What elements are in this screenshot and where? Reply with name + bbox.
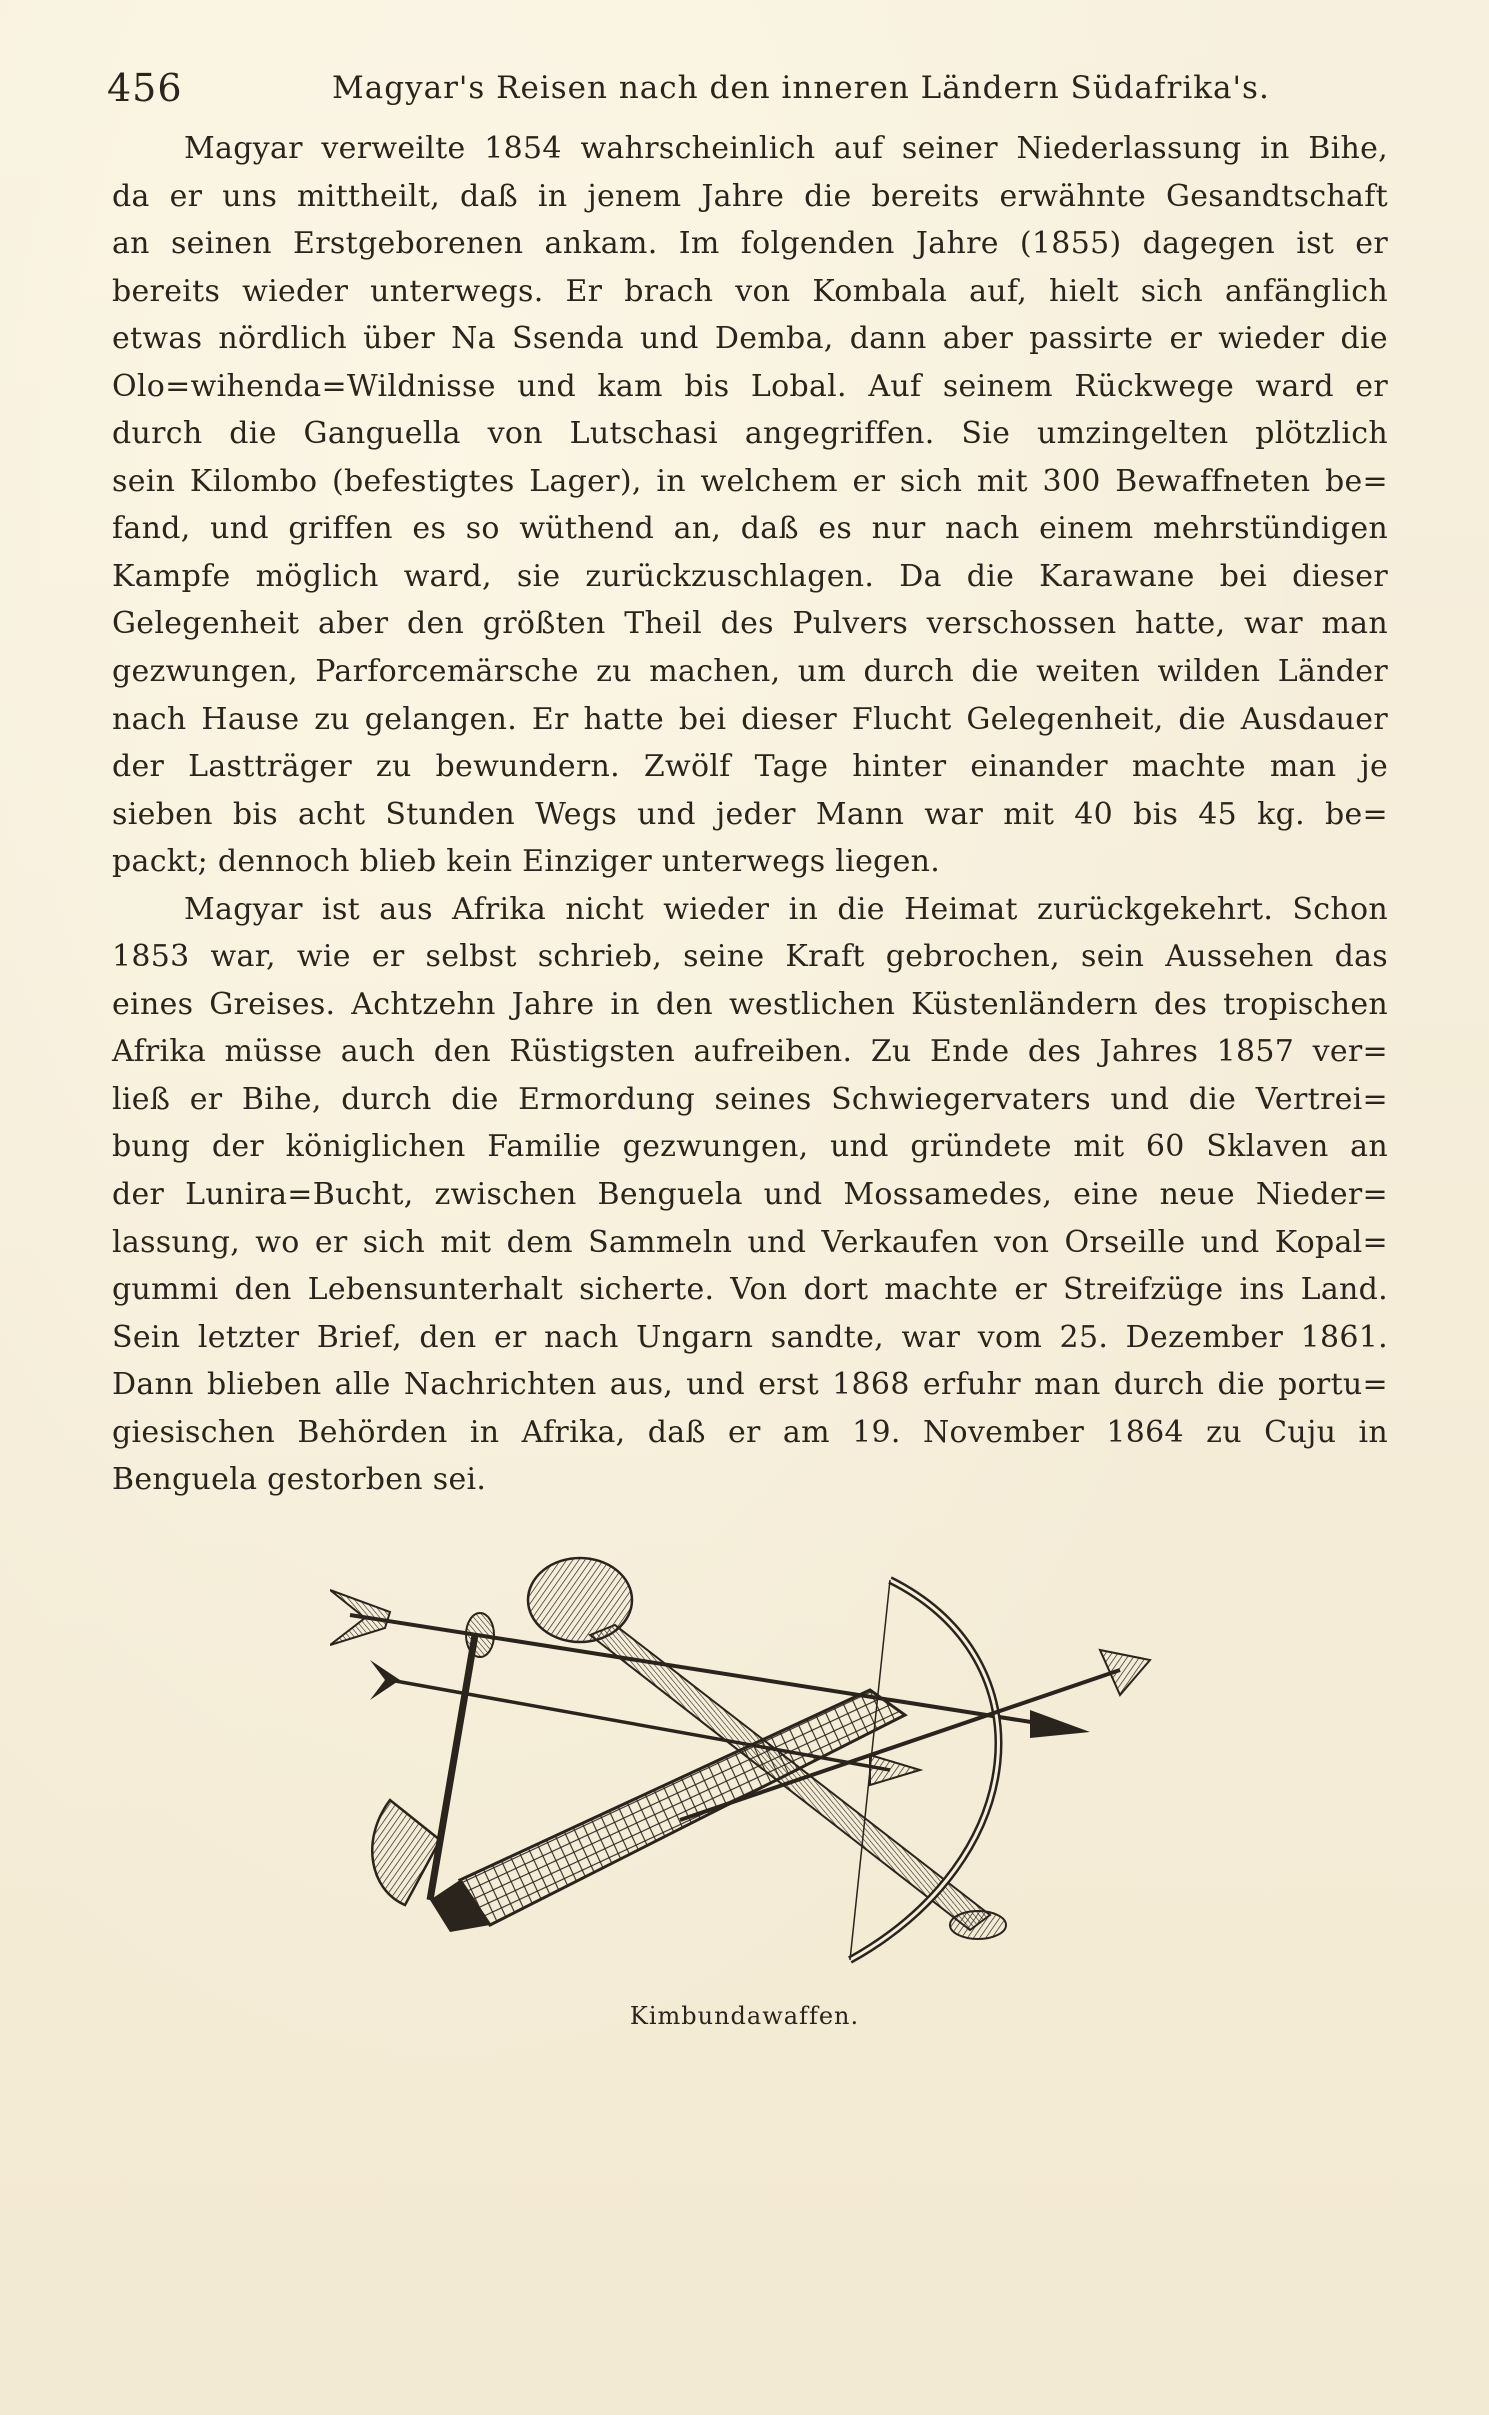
- text-line: etwas nördlich über Na Ssenda und Demba, dann aber passirte er wieder die: [112, 321, 1388, 357]
- paragraph-1: [112, 125, 1388, 886]
- text-line: an seinen Erstgeborenen ankam. Im folgenden Jahre (1855) dagegen ist er: [112, 226, 1388, 262]
- text-line: Kampfe möglich ward, sie zurückzuschlagen. Da die Karawane bei dieser: [112, 558, 1388, 594]
- text-line: Gelegenheit aber den größten Theil des Pulvers verschossen hatte, war man: [112, 606, 1388, 642]
- weapons-engraving: [330, 1540, 1160, 1980]
- text-line: ließ er Bihe, durch die Ermordung seines Schwiegervaters und die Vertrei=: [112, 1081, 1388, 1117]
- text-line: packt; dennoch blieb kein Einziger unterwegs liegen.: [112, 844, 941, 880]
- text-line: Afrika müsse auch den Rüstigsten aufreiben. Zu Ende des Jahres 1857 ver=: [112, 1034, 1388, 1070]
- page-header: [107, 58, 1387, 118]
- axe: [372, 1613, 494, 1905]
- text-line: eines Greises. Achtzehn Jahre in den westlichen Küstenländern des tropischen: [112, 986, 1388, 1022]
- text-line: fand, und griffen es so wüthend an, daß es nur nach einem mehrstündigen: [112, 511, 1388, 547]
- text-line: der Lastträger zu bewundern. Zwölf Tage hinter einander machte man je: [112, 749, 1388, 785]
- paragraph-2: [112, 886, 1388, 1504]
- text-line: Benguela gestorben sei.: [112, 1462, 487, 1498]
- text-line: gummi den Lebensunterhalt sicherte. Von dort machte er Streifzüge ins Land.: [112, 1272, 1388, 1308]
- text-line: nach Hause zu gelangen. Er hatte bei dieser Flucht Gelegenheit, die Ausdauer: [112, 701, 1388, 737]
- running-title: Magyar's Reisen nach den inneren Ländern Südafrika's.: [332, 70, 1270, 106]
- text-line: Magyar verweilte 1854 wahrscheinlich auf seiner Niederlassung in Bihe,: [184, 131, 1388, 166]
- figure-caption: Kimbundawaffen.: [629, 2002, 860, 2030]
- text-line: Sein letzter Brief, den er nach Ungarn sandte, war vom 25. Dezember 1861.: [112, 1319, 1388, 1355]
- text-line: gezwungen, Parforcemärsche zu machen, um durch die weiten wilden Länder: [112, 654, 1388, 690]
- text-line: lassung, wo er sich mit dem Sammeln und Verkaufen von Orseille und Kopal=: [112, 1224, 1388, 1260]
- text-line: der Lunira=Bucht, zwischen Benguela und Mossamedes, eine neue Nieder=: [112, 1177, 1388, 1213]
- text-line: durch die Ganguella von Lutschasi angegriffen. Sie umzingelten plötzlich: [112, 416, 1388, 452]
- text-line: sein Kilombo (befestigtes Lager), in welchem er sich mit 300 Bewaffneten be=: [112, 463, 1388, 499]
- text-line: 1853 war, wie er selbst schrieb, seine Kraft gebrochen, sein Aussehen das: [112, 939, 1388, 975]
- page-number: 456: [107, 66, 183, 110]
- text-line: Dann blieben alle Nachrichten aus, und erst 1868 erfuhr man durch die portu=: [112, 1367, 1388, 1403]
- body-text: [112, 125, 1388, 1504]
- weapons-illustration: [330, 1540, 1160, 1980]
- text-line: giesischen Behörden in Afrika, daß er am 19. November 1864 zu Cuju in: [112, 1414, 1388, 1450]
- text-line: da er uns mittheilt, daß in jenem Jahre die bereits erwähnte Gesandtschaft: [112, 178, 1388, 214]
- text-line: sieben bis acht Stunden Wegs und jeder Mann war mit 40 bis 45 kg. be=: [112, 796, 1388, 832]
- text-line: bung der königlichen Familie gezwungen, und gründete mit 60 Sklaven an: [112, 1129, 1388, 1165]
- text-line: Olo=wihenda=Wildnisse und kam bis Lobal. Auf seinem Rückwege ward er: [112, 368, 1388, 404]
- text-line: bereits wieder unterwegs. Er brach von Kombala auf, hielt sich anfänglich: [112, 273, 1388, 309]
- text-line: Magyar ist aus Afrika nicht wieder in die Heimat zurückgekehrt. Schon: [184, 891, 1388, 927]
